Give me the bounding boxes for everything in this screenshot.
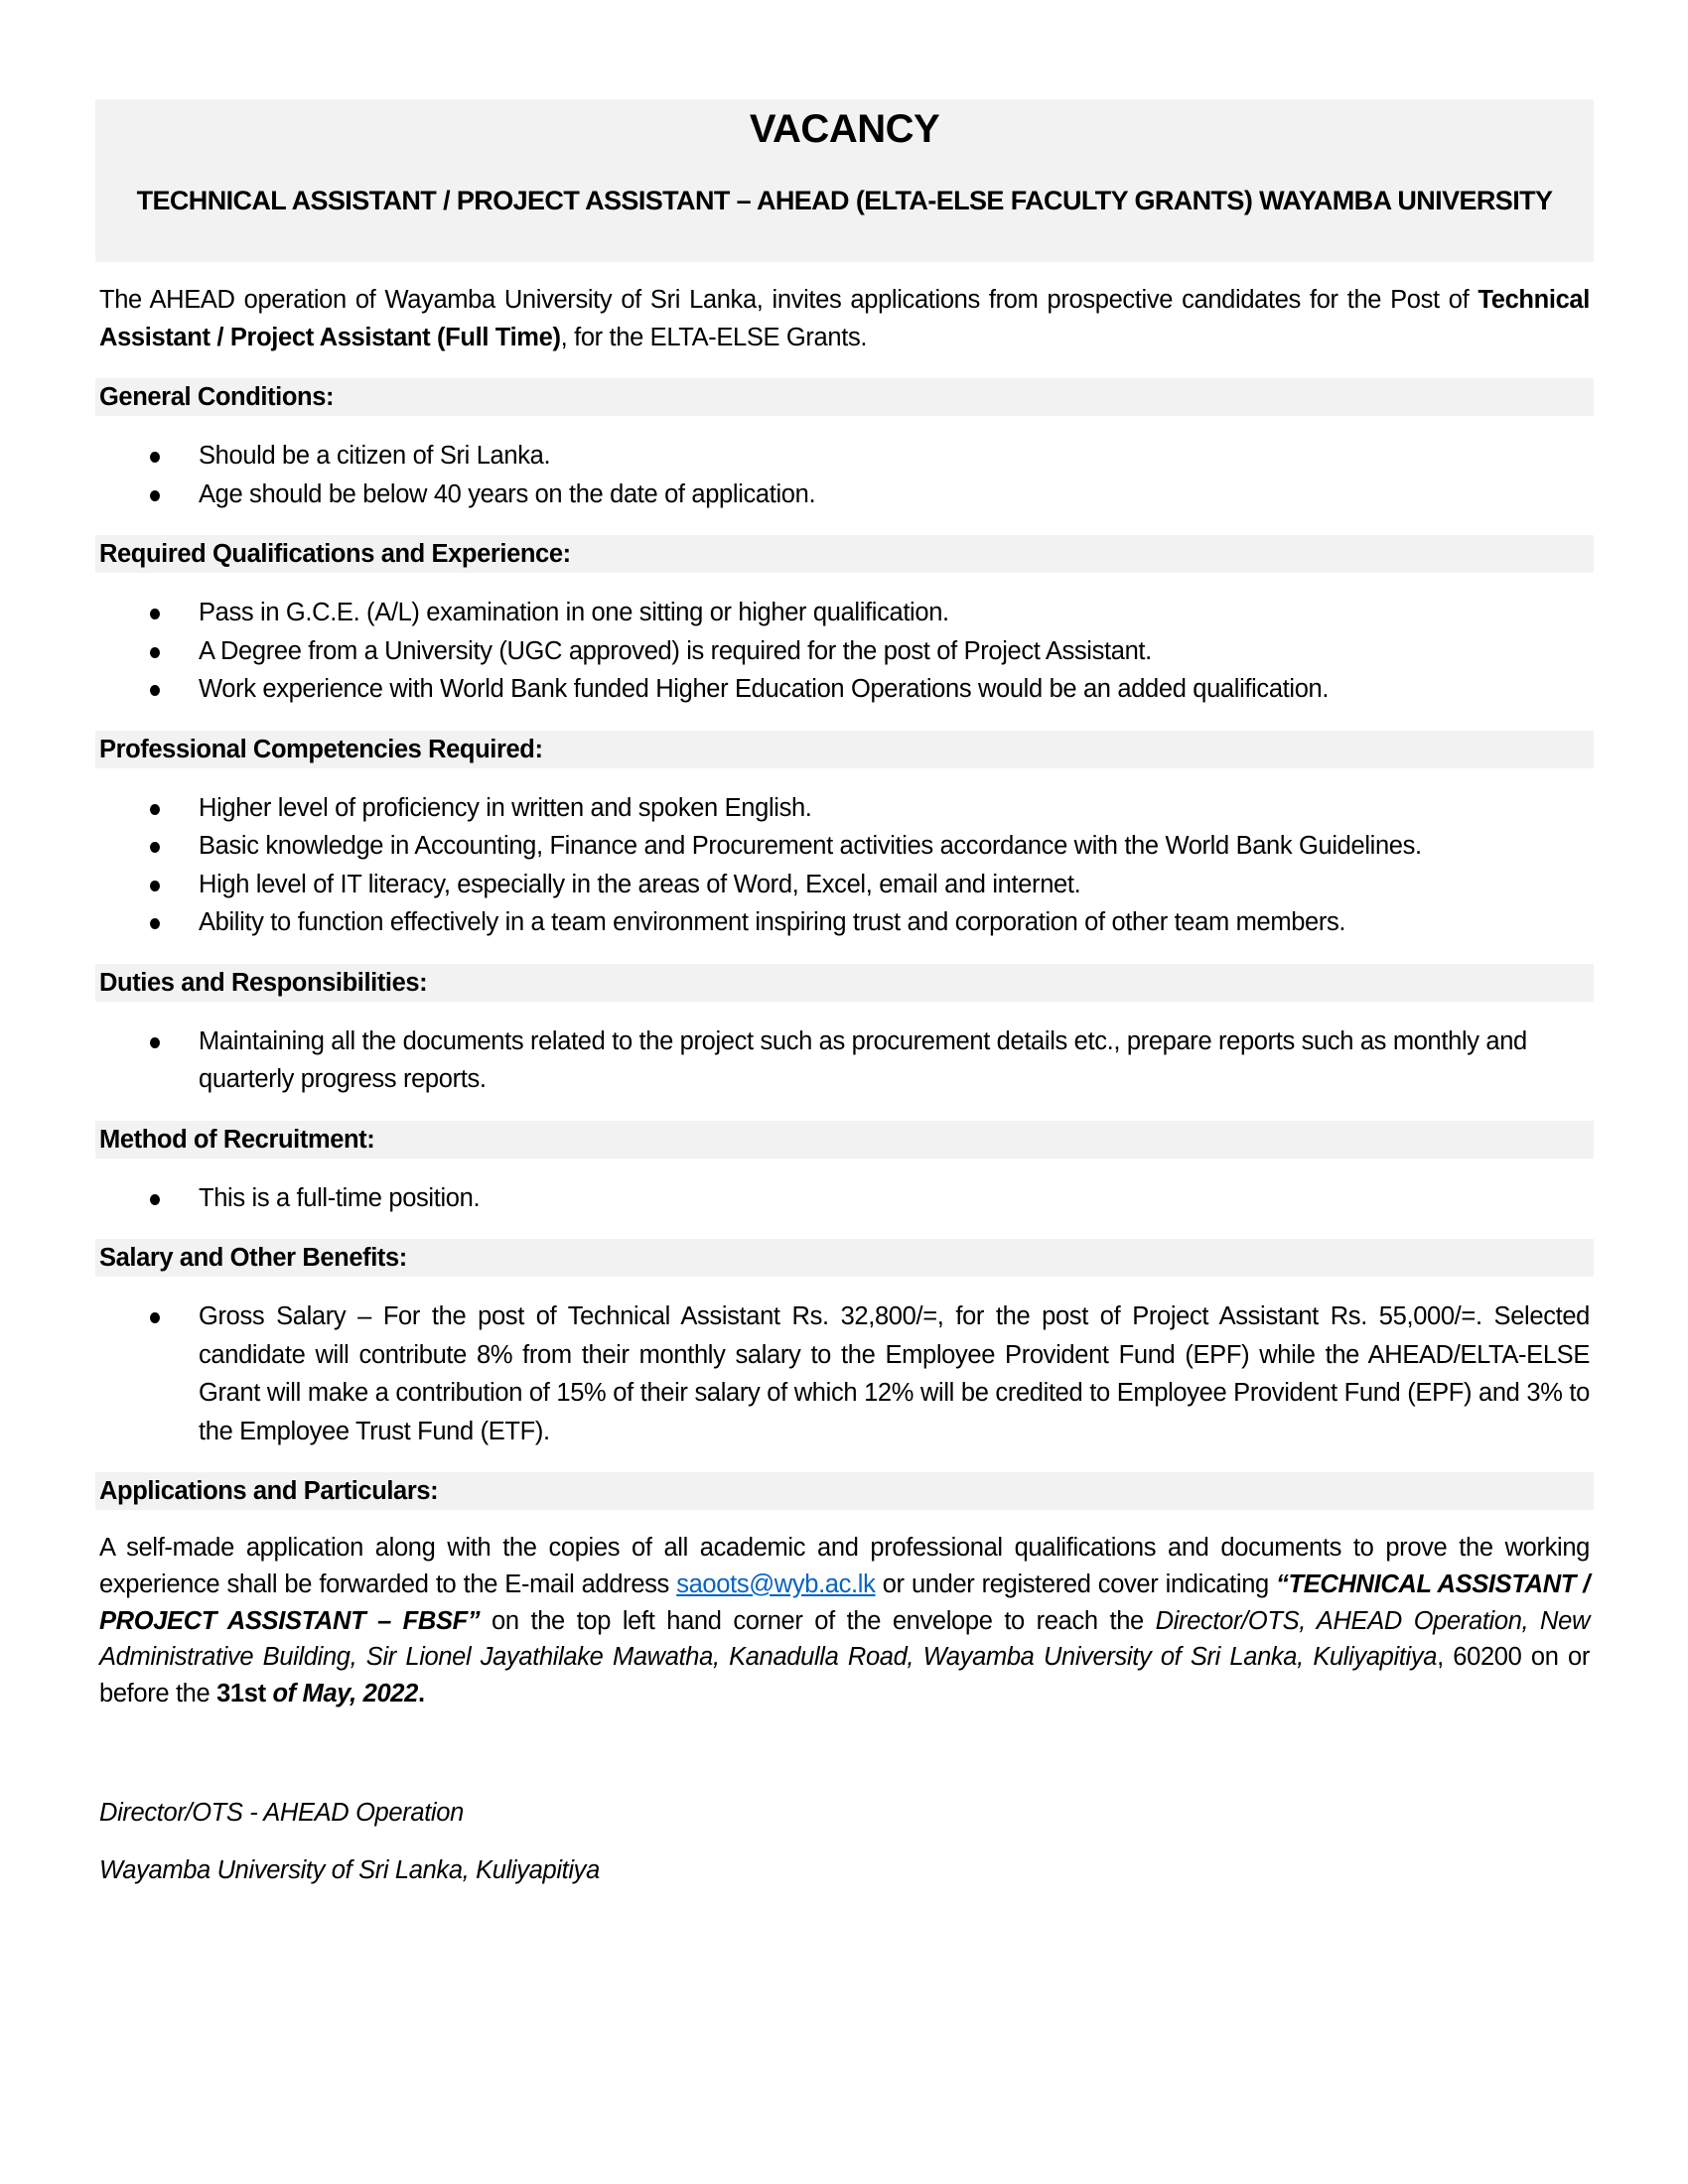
list-item-text: High level of IT literacy, especially in the areas of Word, Excel, email and internet. <box>199 870 1081 898</box>
list-item <box>95 670 1594 709</box>
intro-paragraph <box>95 282 1594 356</box>
section-heading-recruitment: Method of Recruitment: <box>95 1121 1594 1159</box>
list-item <box>95 903 1594 942</box>
list-item-text: Age should be below 40 years on the date of application. <box>199 479 816 508</box>
bullet-icon <box>150 647 160 658</box>
bullet-icon <box>150 918 160 929</box>
competencies-list <box>95 789 1594 942</box>
list-item <box>95 437 1594 476</box>
list-item <box>95 632 1594 671</box>
list-item <box>95 866 1594 904</box>
list-item-text: Maintaining all the documents related to the project such as procurement details etc., prepare reports such as monthly and quarterly progress reports. <box>199 1026 1527 1093</box>
list-item <box>95 476 1594 514</box>
applications-text: on the top left hand corner of the envelope to reach the <box>480 1606 1156 1635</box>
section-heading-qualifications: Required Qualifications and Experience: <box>95 535 1594 573</box>
list-item <box>95 1023 1594 1099</box>
intro-position-name: Technical Assistant / Project Assistant (Full Time) <box>99 286 1590 351</box>
bullet-icon <box>150 490 160 501</box>
applications-text: , 60200 on or before the <box>99 1643 1590 1708</box>
deadline-day: 31st <box>216 1680 266 1708</box>
section-heading-general-conditions: General Conditions: <box>95 378 1594 416</box>
signature-institution: Wayamba University of Sri Lanka, Kuliyapitiya <box>99 1855 600 1884</box>
list-item-text: Work experience with World Bank funded Higher Education Operations would be an added qualification. <box>199 675 1330 703</box>
list-item-text: Higher level of proficiency in written and spoken English. <box>199 793 812 822</box>
bullet-icon <box>150 609 160 619</box>
applications-text: or under registered cover indicating <box>875 1570 1277 1598</box>
bullet-icon <box>150 685 160 696</box>
applications-text: A self-made application along with the copies of all academic and professional qualifications and documents to prove the working experience shall be forwarded to the E-mail address <box>99 1534 1590 1598</box>
applications-text: . <box>417 1680 425 1708</box>
bullet-icon <box>150 881 160 891</box>
section-heading-salary: Salary and Other Benefits: <box>95 1239 1594 1277</box>
bullet-icon <box>150 1037 160 1048</box>
header-box <box>95 99 1594 262</box>
intro-text: The AHEAD operation of Wayamba University of Sri Lanka, invites applications from prospective candidates for the Post of <box>99 286 1478 314</box>
salary-list <box>95 1297 1594 1450</box>
duties-list <box>95 1023 1594 1099</box>
list-item <box>95 594 1594 632</box>
email-link[interactable]: saoots@wyb.ac.lk <box>676 1570 876 1598</box>
applications-paragraph <box>95 1530 1594 1712</box>
position-subtitle: TECHNICAL ASSISTANT / PROJECT ASSISTANT – AHEAD (ELTA-ELSE FACULTY GRANTS) WAYAMBA UNIVERSITY <box>136 186 1553 215</box>
qualifications-list <box>95 594 1594 709</box>
list-item-text: This is a full-time position. <box>199 1183 481 1212</box>
list-item <box>95 1179 1594 1218</box>
bullet-icon <box>150 842 160 853</box>
list-item <box>95 1297 1594 1450</box>
recruitment-list <box>95 1179 1594 1218</box>
intro-text-end: , for the ELTA-ELSE Grants. <box>560 323 868 351</box>
list-item-text: Basic knowledge in Accounting, Finance and Procurement activities accordance with the World Bank Guidelines. <box>199 832 1422 860</box>
list-item-text: Should be a citizen of Sri Lanka. <box>199 442 551 470</box>
section-heading-competencies: Professional Competencies Required: <box>95 731 1594 768</box>
section-heading-applications: Applications and Particulars: <box>95 1472 1594 1510</box>
bullet-icon <box>150 1194 160 1205</box>
bullet-icon <box>150 452 160 463</box>
postal-address: Director/OTS, AHEAD Operation, New Administrative Building, Sir Lionel Jayathilake Mawatha, Kanadulla Road, Wayamba University of Sri Lanka, Kuliyapitiya <box>99 1606 1591 1672</box>
signature-title: Director/OTS - AHEAD Operation <box>99 1798 464 1827</box>
envelope-marking: “TECHNICAL ASSISTANT / PROJECT ASSISTANT – FBSF” <box>99 1570 1590 1635</box>
bullet-icon <box>150 1312 160 1323</box>
list-item-text: Pass in G.C.E. (A/L) examination in one sitting or higher qualification. <box>199 599 949 626</box>
section-heading-duties: Duties and Responsibilities: <box>95 964 1594 1002</box>
list-item-text: Ability to function effectively in a team environment inspiring trust and corporation of other team members. <box>199 908 1346 936</box>
list-item <box>95 827 1594 866</box>
bullet-icon <box>150 804 160 815</box>
general-conditions-list <box>95 437 1594 513</box>
deadline-date: of May, 2022 <box>265 1680 418 1708</box>
list-item-text: A Degree from a University (UGC approved) is required for the post of Project Assistant. <box>199 636 1152 665</box>
vacancy-document <box>95 99 1594 1888</box>
list-item <box>95 789 1594 828</box>
list-item-text: Gross Salary – For the post of Technical Assistant Rs. 32,800/=, for the post of Project Assistant Rs. 55,000/=. Selected candidate will contribute 8% from their monthly salary to the Employee Provident Fund (EPF) while the AHEAD/ELTA-ELSE Grant will make a contribution of 15% of their salary of which 12% will be credited to Employee Provident Fund (EPF) and 3% to the Employee Trust Fund (ETF). <box>199 1302 1590 1445</box>
page-title: VACANCY <box>749 107 940 151</box>
